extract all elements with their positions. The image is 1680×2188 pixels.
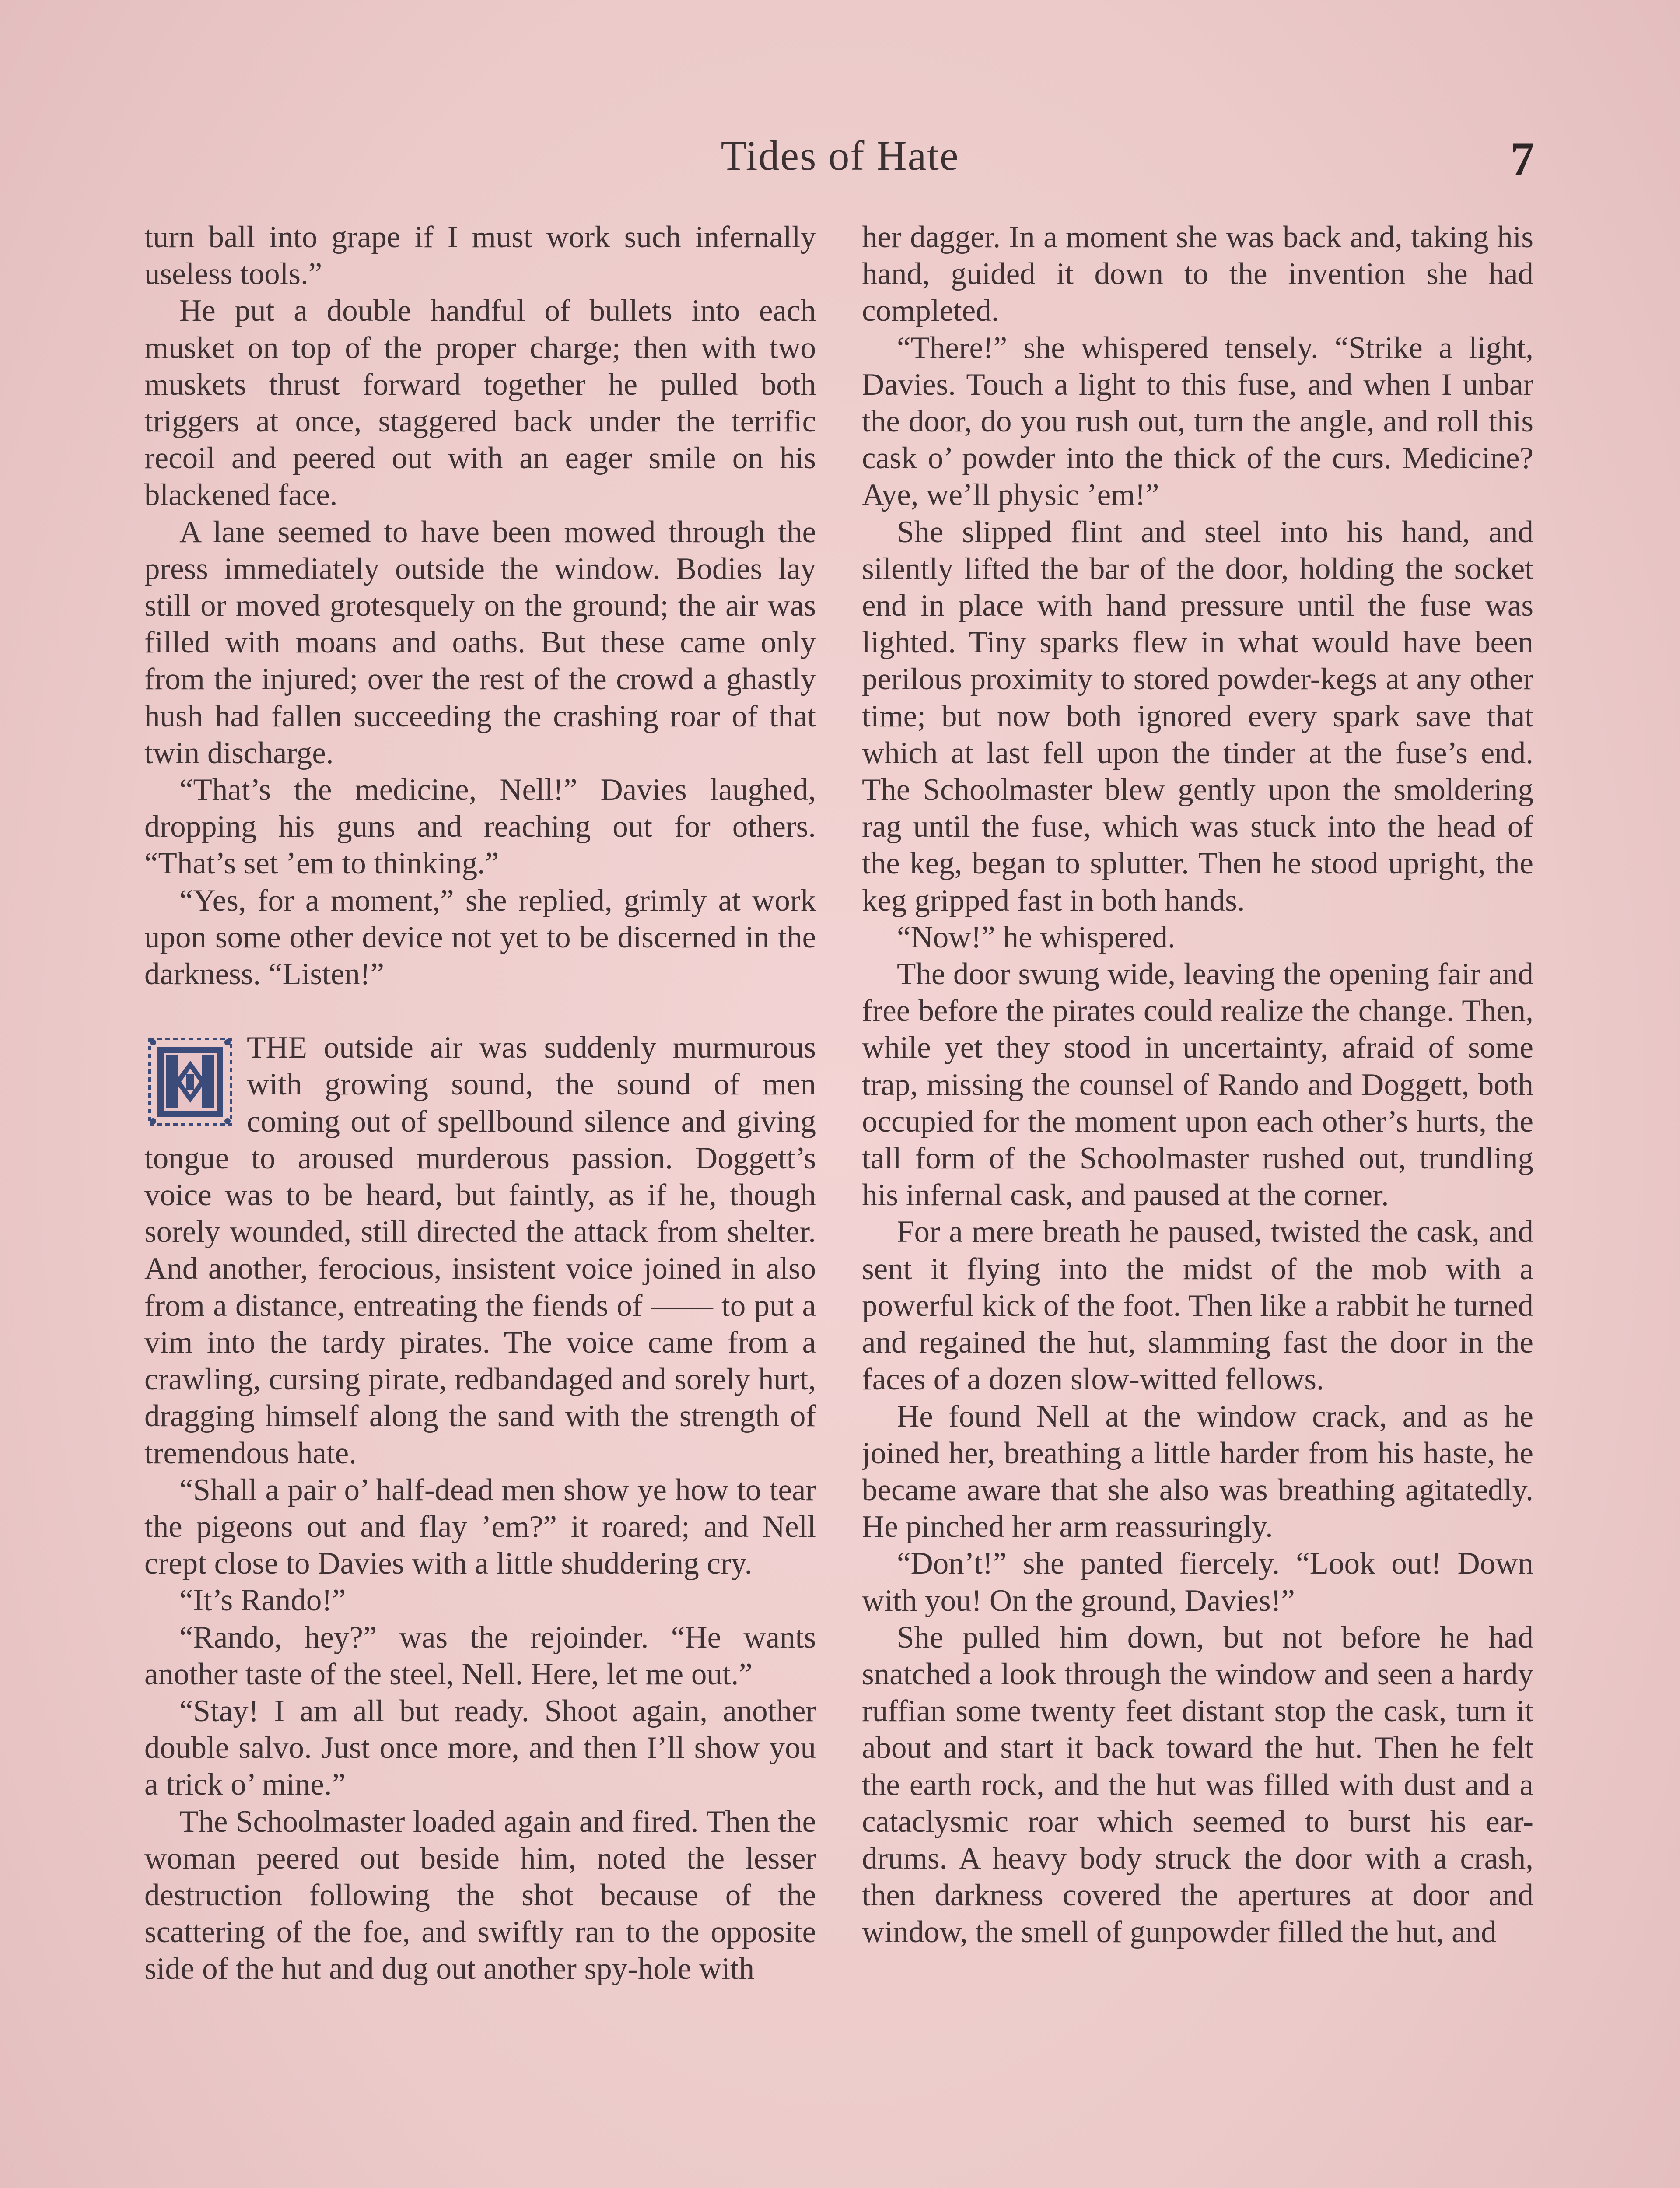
paragraph: “There!” she whispered tensely. “Strike a light, Davies. Touch a light to this fuse, and when I unbar the door, do you rush out, turn the angle, and roll this cask o’ powder into the thick of the curs. Medicine? Aye, we’ll physic ’em!” [862, 330, 1533, 512]
page-number: 7 [1510, 132, 1535, 186]
paragraph: “Don’t!” she panted fiercely. “Look out! Down with you! On the ground, Davies!” [862, 1546, 1533, 1618]
ornamental-initial-icon [144, 1034, 236, 1130]
paragraph: “It’s Rando!” [179, 1583, 346, 1618]
right-column [862, 219, 1533, 2188]
paragraph: She pulled him down, but not before he had snatched a look through the window and seen a hardy ruffian some twenty feet distant stop the cask, turn it about and start it back toward the hut. Then he felt the earth rock, and the hut was filled with dust and a cataclysmic roar which seemed to burst his ear-drums. A heavy body struck the door with a crash, then darkness covered the apertures at door and window, the smell of gunpowder filled the hut, and [862, 1620, 1533, 1950]
paragraph: “Yes, for a moment,” she replied, grimly at work upon some other device not yet to be discerned in the darkness. “Listen!” [144, 883, 816, 992]
paragraph: “Rando, hey?” was the rejoinder. “He wants another taste of the steel, Nell. Here, let me out.” [144, 1620, 816, 1691]
paragraph: her dagger. In a moment she was back and, taking his hand, guided it down to the invention she had completed. [862, 220, 1533, 328]
paragraph: The door swung wide, leaving the opening fair and free before the pirates could realize the change. Then, while yet they stood in uncertainty, afraid of some trap, missing the counsel of Rando and Doggett, both occupied for the moment upon each other’s hurts, the tall form of the Schoolmaster rushed out, trundling his infernal cask, and paused at the corner. [862, 957, 1533, 1213]
running-title: Tides of Hate [721, 132, 959, 179]
left-column [144, 219, 816, 2188]
paragraph: He found Nell at the window crack, and as he joined her, breathing a little harder from his haste, he became aware that she also was breathing agitatedly. He pinched her arm reassuringly. [862, 1399, 1533, 1544]
paragraph: For a mere breath he paused, twisted the cask, and sent it flying into the midst of the mob with a powerful kick of the foot. Then like a rabbit he turned and regained the hut, slamming fast the door in the faces of a dozen slow-witted fellows. [862, 1215, 1533, 1397]
running-head [0, 131, 1680, 193]
paragraph: A lane seemed to have been mowed through the press immediately outside the window. Bodies lay still or moved grotesquely on the ground; the air was filled with moans and oaths. But these came only from the injured; over the rest of the crowd a ghastly hush had fallen succeeding the crashing roar of that twin discharge. [144, 515, 816, 770]
paragraph: THE outside air was suddenly murmurous with growing sound, the sound of men coming out of spellbound silence and giving tongue to aroused murderous passion. Doggett’s voice was to be heard, but faintly, as if he, though sorely wounded, still directed the attack from shelter. And another, ferocious, insistent voice joined in also from a distance, entreating the fiends of —— to put a vim into the tardy pirates. The voice came from a crawling, cursing pirate, redbandaged and sorely hurt, dragging himself along the sand with the strength of tremendous hate. [144, 1031, 816, 1470]
paragraph: “Stay! I am all but ready. Shoot again, another double salvo. Just once more, and then I’ll show you a trick o’ mine.” [144, 1694, 816, 1802]
paragraph: “Now!” he whispered. [897, 920, 1176, 954]
paragraph: He put a double handful of bullets into each musket on top of the proper charge; then with two muskets thrust forward together he pulled both triggers at once, staggered back under the terrific recoil and peered out with an eager smile on his blackened face. [144, 294, 816, 512]
paragraph: turn ball into grape if I must work such infernally useless tools.” [144, 220, 816, 291]
section-break [144, 992, 816, 1029]
paragraph: “Shall a pair o’ half-dead men show ye how to tear the pigeons out and flay ’em?” it roared; and Nell crept close to Davies with a little shuddering cry. [144, 1473, 816, 1581]
paragraph: “That’s the medicine, Nell!” Davies laughed, dropping his guns and reaching out for others. “That’s set ’em to thinking.” [144, 773, 816, 881]
paragraph: The Schoolmaster loaded again and fired. Then the woman peered out beside him, noted the lesser destruction following the shot because of the scattering of the foe, and swiftly ran to the opposite side of the hut and dug out another spy-hole with [144, 1804, 816, 1986]
paragraph: She slipped flint and steel into his hand, and silently lifted the bar of the door, holding the socket end in place with hand pressure until the fuse was lighted. Tiny sparks flew in what would have been perilous proximity to stored powder-kegs at any other time; but now both ignored every spark save that which at last fell upon the tinder at the fuse’s end. The Schoolmaster blew gently upon the smoldering rag until the fuse, which was stuck into the head of the keg, began to splutter. Then he stood upright, the keg gripped fast in both hands. [862, 515, 1533, 918]
